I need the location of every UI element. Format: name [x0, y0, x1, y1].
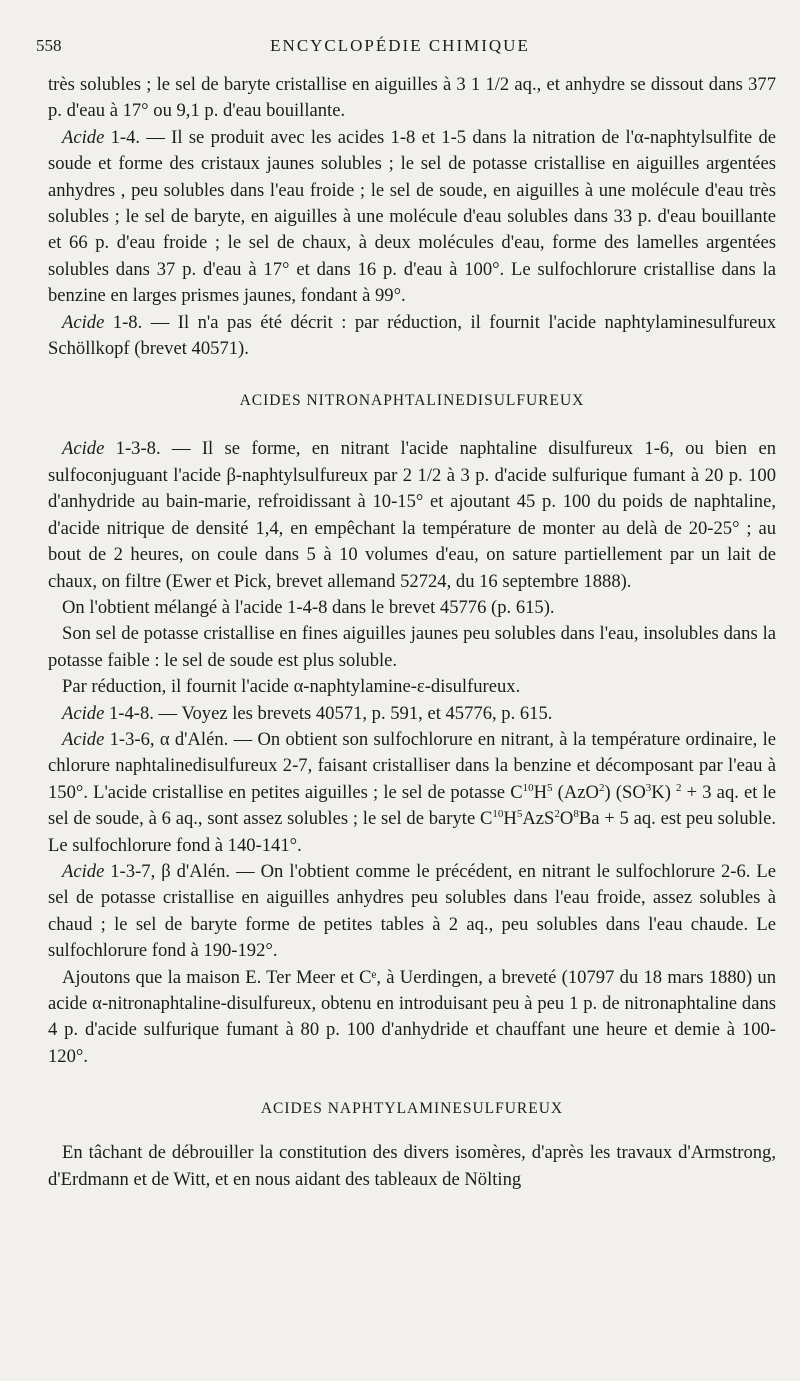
- compound-name: Acide: [62, 311, 105, 333]
- page-number: 558: [36, 36, 62, 55]
- paragraph: Par réduction, il fournit l'acide α-naphtylamine-ε-disulfureux.: [62, 676, 521, 698]
- formula-text: (AzO: [552, 781, 599, 803]
- formula-superscript: 2: [598, 781, 605, 794]
- formula-text: ) (SO: [604, 781, 646, 803]
- compound-name: Acide: [62, 702, 105, 724]
- paragraph: [48, 310, 776, 363]
- compound-id: 1-4.: [104, 126, 141, 148]
- paragraph-text: + 3 aq. et le sel de soude, à 6 aq., sont assez solubles ; le sel de baryte C: [48, 781, 776, 830]
- paragraph: [48, 727, 776, 859]
- formula-text: AzS: [522, 808, 555, 830]
- formula-text: K): [651, 781, 677, 803]
- section-heading: ACIDES NAPHTYLAMINESULFUREUX: [260, 1100, 564, 1118]
- compound-name: Acide: [62, 126, 105, 148]
- formula-superscript: 8: [573, 807, 579, 820]
- compound-name: Acide: [62, 438, 105, 460]
- formula-text: H: [503, 808, 517, 830]
- paragraph: [48, 436, 776, 594]
- page-body: [48, 72, 776, 1193]
- paragraph: [48, 859, 776, 965]
- paragraph-text: — Il se forme, en nitrant l'acide naphtaline disulfureux 1-6, ou bien en sulfoconjuguant l'acide β-naphtylsulfureux par 2 1/2 à 3 p. d'acide sulfurique fumant à 20 p. 100 d'anhydride au bain-marie, refroidissant à 10-15° et ajoutant 45 p. 100 du poids de naphtaline, d'acide nitrique de densité 1,4, en empêchant la température de monter au delà de 20-25° ; au bout de 2 heures, on coule dans 5 à 10 volumes d'eau, on sature partiellement par un lait de chaux, on filtre (Ewer et Pick, brevet allemand 52724, du 16 septembre 1888).: [48, 438, 776, 592]
- compound-id: 1-3-7, β d'Alén.: [104, 860, 231, 882]
- paragraph-text: — On l'obtient comme le précédent, en nitrant le sulfochlorure 2-6. Le sel de potasse cristallise en aiguilles anhydres peu solubles dans l'eau froide, assez solubles à chaud ; le sel de baryte forme de petites tables à 2 aq., peu solubles dans l'eau chaude. Le sulfochlorure fond à 190-192°.: [48, 860, 776, 962]
- paragraph: Ajoutons que la maison E. Ter Meer et Cᵉ, à Uerdingen, a breveté (10797 du 18 mars 1880) un acide α-nitronaphtaline-disulfureux, obtenu en introduisant peu à peu 1 p. de nitronaphtaline dans 4 p. d'acide sulfurique fumant à 80 p. 100 d'anhydride et chauffant une heure et demie à 100-120°.: [48, 966, 776, 1067]
- formula-superscript: 5: [516, 807, 523, 820]
- formula-text: H: [533, 781, 548, 803]
- paragraph: [48, 701, 776, 727]
- running-title: ENCYCLOPÉDIE CHIMIQUE: [270, 36, 530, 55]
- compound-id: 1-3-6, α d'Alén.: [104, 728, 229, 750]
- paragraph-text: — Il n'a pas été décrit : par réduction, il fournit l'acide naphtylaminesulfureux Schöllkopf (brevet 40571).: [48, 311, 776, 360]
- compound-id: 1-4-8.: [104, 702, 154, 724]
- section-heading: ACIDES NITRONAPHTALINEDISULFUREUX: [239, 392, 585, 410]
- formula-superscript: 2: [676, 781, 682, 794]
- paragraph: On l'obtient mélangé à l'acide 1-4-8 dans le brevet 45776 (p. 615).: [62, 596, 555, 618]
- formula-superscript: 3: [645, 781, 652, 794]
- paragraph: très solubles ; le sel de baryte cristallise en aiguilles à 3 1 1/2 aq., et anhydre se dissout dans 377 p. d'eau à 17° ou 9,1 p. d'eau bouillante.: [48, 74, 776, 122]
- paragraph: [48, 125, 776, 310]
- paragraph-text: — On obtient son sulfochlorure en nitrant, à la température ordinaire, le chlorure naphtalinedisulfureux 2-7, faisant cristalliser dans la benzine et décomposant par l'eau à 150°. L'acide cristallise en petites aiguilles ; le sel de potasse C: [48, 728, 776, 803]
- compound-id: 1-3-8.: [104, 438, 161, 460]
- paragraph-text: — Il se produit avec les acides 1-8 et 1-5 dans la nitration de l'α-naphtylsulfite de soude et forme des cristaux jaunes solubles ; le sel de potasse cristallise en aiguilles argentées anhydres , peu solubles dans l'eau froide ; le sel de soude, en aiguilles à une molécule d'eau très solubles ; le sel de baryte, en aiguilles à une molécule d'eau solubles dans 33 p. d'eau bouillante et 66 p. d'eau froide ; le sel de chaux, à deux molécules d'eau, forme des lamelles argentées solubles dans 37 p. d'eau à 17° et dans 16 p. d'eau à 100°. Le sulfochlorure cristallise dans la benzine en larges prismes jaunes, fondant à 99°.: [48, 126, 776, 307]
- paragraph-text: Ba + 5 aq. est peu soluble. Le sulfochlorure fond à 140-141°.: [48, 808, 777, 856]
- paragraph: En tâchant de débrouiller la constitution des divers isomères, d'après les travaux d'Armstrong, d'Erdmann et de Witt, et en nous aidant des tableaux de Nölting: [48, 1142, 776, 1190]
- formula-superscript: 10: [522, 781, 534, 794]
- formula-superscript: 2: [554, 807, 560, 820]
- compound-id: 1-8.: [104, 311, 143, 333]
- page-header: [36, 36, 764, 60]
- compound-name: Acide: [62, 860, 105, 882]
- formula-text: O: [559, 808, 574, 830]
- compound-name: Acide: [62, 728, 105, 750]
- formula-superscript: 10: [492, 807, 504, 820]
- formula-superscript: 5: [547, 781, 553, 794]
- paragraph-text: — Voyez les brevets 40571, p. 591, et 45776, p. 615.: [153, 702, 553, 724]
- paragraph: Son sel de potasse cristallise en fines aiguilles jaunes peu solubles dans l'eau, insolubles dans la potasse faible : le sel de soude est plus soluble.: [48, 623, 776, 671]
